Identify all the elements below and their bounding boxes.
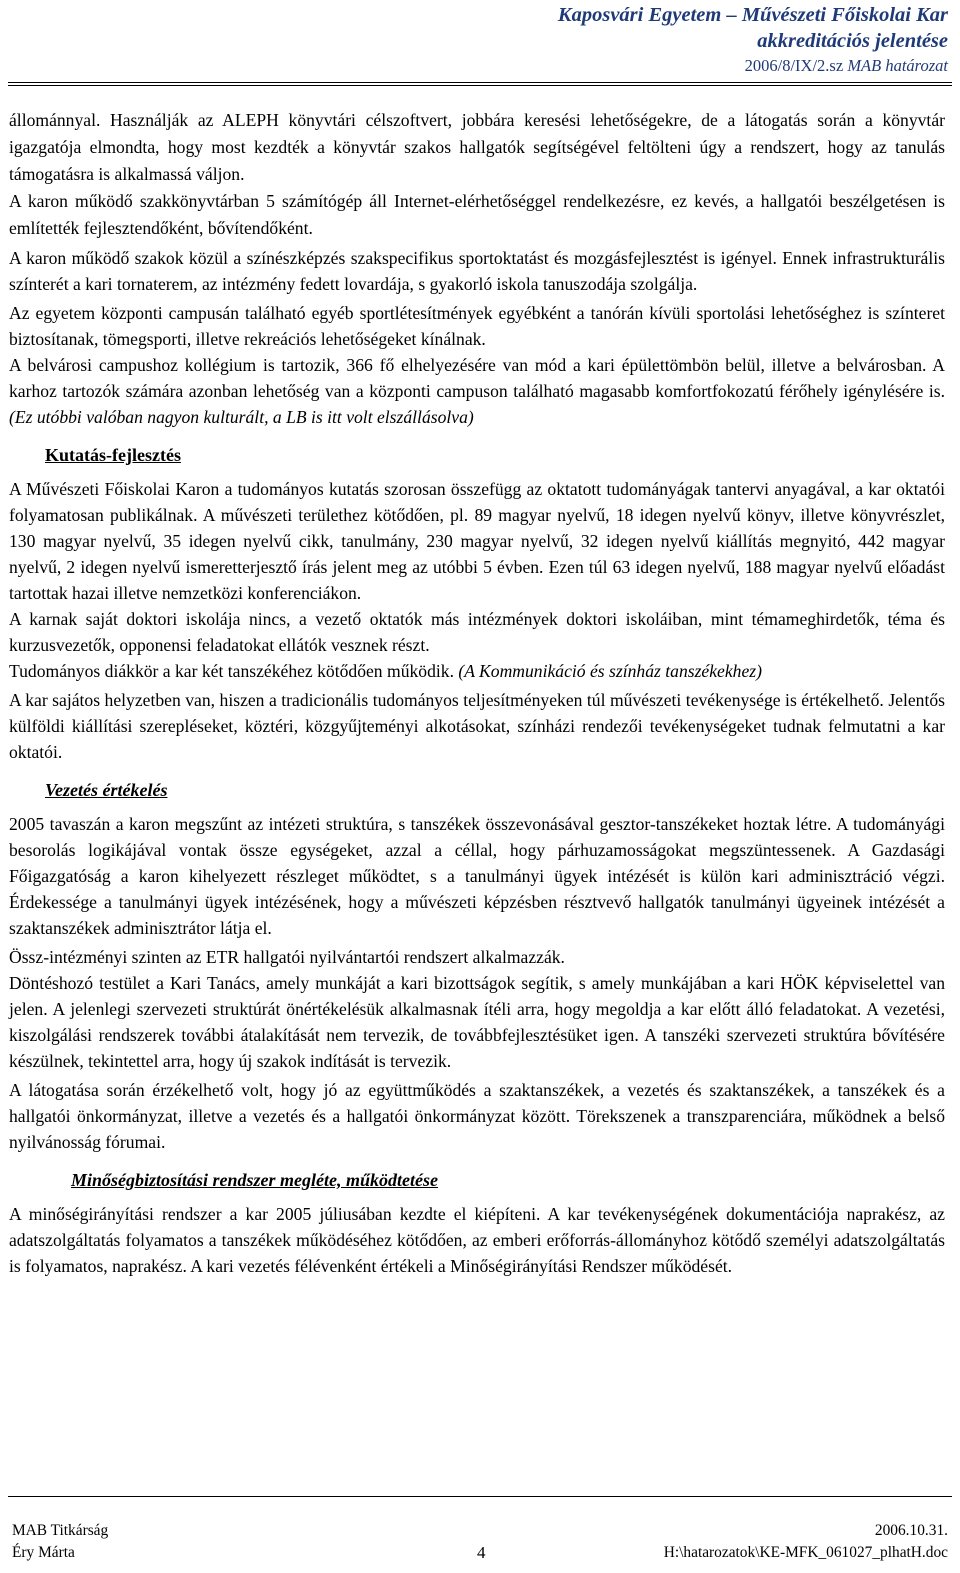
- header-ref-number: 2006/8/IX/2.sz: [744, 56, 844, 75]
- paragraph-artistic: A kar sajátos helyzetben van, hiszen a tradicionális tudományos teljesítményeken túl művészeti tevékenysége is értékelhető. Jelentős külföldi kiállítási szerepléseket, köztéri, közgyűjteményi alkotásokat, színházi rendezői tevékenységeket tudnak felmutatni a kar oktatói.: [9, 690, 945, 762]
- paragraph-structure: 2005 tavaszán a karon megszűnt az intézeti struktúra, s tanszékek összevonásával gesztor-tanszékeket hoztak létre. A tudományági besorolás logikájával vontak össze egységeket, azzal a céllal, hogy párhuzamosságokat megszüntessenek. A Gazdasági Főigazgatóság a karon kihelyezett részleget működtet, s a tanulmányi ügyek intézését is külön kari adminisztráció végzi. Érdekessége a tanulmányi ügyek intézésének, hogy a művészeti képzésben résztvevő hallgatók tanulmányi ügyeinek intézését a szaktanszékek adminisztrátor látja el.: [9, 814, 945, 938]
- paragraph-council: Döntéshozó testület a Kari Tanács, amely munkáját a kari bizottságok segítik, s amely munkájában a kari HÖK képviselettel van jelen. A jelenlegi szervezeti struktúrát önértékelésük alkalmasnak ítéli arra, hogy megoldja a kar előtt álló feladatokat. A vezetési, kiszolgálási rendszerek további átalakítását nem tervezik, de továbbfejlesztésüket igen. A tanszéki szervezeti struktúra bővítésére készülnek, tekintettel arra, hogy új szakok indítását is tervezik.: [9, 973, 945, 1071]
- heading-research: [45, 442, 945, 468]
- heading-management-text: Vezetés értékelés: [45, 780, 168, 800]
- paragraph-dormitory-note: (Ez utóbbi valóban nagyon kulturált, a LB is itt volt elszállásolva): [9, 407, 474, 427]
- paragraph-computers: [9, 188, 945, 242]
- paragraph-doctoral: A karnak saját doktori iskolája nincs, a vezető oktatók más intézmények doktori iskoláiban, mint témameghirdetők, téma és kurzusvezetők, opponensi feladatokat ellátók vesznek részt.: [9, 609, 945, 655]
- heading-research-text: Kutatás-fejlesztés: [45, 445, 181, 465]
- header-reference: [558, 54, 948, 78]
- paragraph-dormitory-text: A belvárosi campushoz kollégium is tartozik, 366 fő elhelyezésére van mód a kari épülettömbön belül, illetve a belvárosban. A karhoz tartozók számára azonban lehetőség van a központi campuson található magasabb komfortfokozatú férőhely igénylésére is.: [9, 355, 945, 401]
- heading-quality: [71, 1167, 945, 1193]
- page-header: [558, 2, 948, 78]
- document-body: [9, 107, 945, 1279]
- heading-management: [45, 777, 945, 803]
- footer-date: 2006.10.31.: [874, 1522, 948, 1539]
- footer-page-number: 4: [477, 1543, 486, 1562]
- paragraph-cooperation: A látogatása során érzékelhető volt, hogy jó az együttműködés a szaktanszékek, a vezetés és szaktanszékek, a tanszékek és a hallgatói önkormányzat, illetve a vezetés és a hallgatói önkormányzat között. Törekszenek a transzparenciára, működnek a belső nyilvánosság fórumai.: [9, 1080, 945, 1152]
- footer-author: Éry Márta: [12, 1544, 75, 1561]
- header-institution: Kaposvári Egyetem – Művészeti Főiskolai Kar: [557, 4, 948, 26]
- paragraph-research: A Művészeti Főiskolai Karon a tudományos kutatás szorosan összefügg az oktatott tudományágak tantervi anyagával, a kar oktatói folyamatosan publikálnak. A művészeti területhez kötődően, pl. 89 magyar nyelvű, 18 idegen nyelvű könyv, illetve könyvrészlet, 130 magyar nyelvű, 35 idegen nyelvű cikk, tanulmány, 230 magyar nyelvű, 32 idegen nyelvű kiállítás megnyitó, 442 magyar nyelvű, 2 idegen nyelvű ismeretterjesztő írás jelent meg az utóbbi 5 évben. Ezen túl 63 idegen nyelvű, 188 magyar nyelvű előadást tartottak hazai illetve nemzetközi konferenciákon.: [9, 479, 945, 603]
- paragraph-student-circle-note: (A Kommunikáció és színház tanszékekhez): [458, 661, 762, 681]
- footer-rule: [8, 1496, 952, 1497]
- paragraph-computers-text: A karon működő szakkönyvtárban 5 számítógép áll Internet-elérhetőséggel rendelkezésre, ez kevés, a hallgatói beszélgetésen is említették fejlesztendőként, bővítendőként.: [9, 191, 945, 238]
- paragraph-quality: A minőségirányítási rendszer a kar 2005 júliusában kezdte el kiépíteni. A kar tevékenységének dokumentációja naprakész, az adatszolgáltatás folyamatos a tanszékek működéséhez kötődően, az emberi erőforrás-állományhoz kötődő személyi adatszolgáltatás is folyamatos, naprakész. A kari vezetés félévenként értékeli a Minőségirányítási Rendszer működését.: [9, 1204, 945, 1276]
- footer-file-path: H:\hatarozatok\KE-MFK_061027_plhatH.doc: [663, 1544, 948, 1561]
- header-rule-second: [8, 85, 952, 86]
- paragraph-campus: Az egyetem központi campusán található egyéb sportlétesítmények egyébként a tanórán kívüli sportolási lehetőséghez is színteret biztosítanak, tömegsporti, illetve rekreációs lehetőségeket kínálnak.: [9, 303, 945, 349]
- paragraph-dormitory: [9, 352, 945, 430]
- paragraph-student-circle: [9, 658, 945, 684]
- heading-quality-text: Minőségbiztosítási rendszer megléte, működtetése: [71, 1170, 438, 1190]
- header-report-title: akkreditációs jelentése: [757, 30, 948, 52]
- header-rule: [8, 82, 952, 83]
- paragraph-sports: A karon működő szakok közül a színészképzés szakspecifikus sportoktatást és mozgásfejlesztést is igényel. Ennek infrastrukturális színterét a kari tornaterem, az intézmény fedett lovardája, s gyakorló iskola tanuszodája szolgálja.: [9, 248, 945, 294]
- paragraph-library-text: állománnyal. Használják az ALEPH könyvtári célszoftvert, jobbára keresési lehetőségekre, de a látogatás során a könyvtár igazgatója elmondta, hogy most kezdték a könyvtár szakos hallgatók segítségével feltölteni úgy a rendszert, hogy az tanulás támogatásra is alkalmassá váljon.: [9, 110, 945, 184]
- header-ref-text: MAB határozat: [847, 56, 948, 75]
- paragraph-etr: Össz-intézményi szinten az ETR hallgatói nyilvántartói rendszert alkalmazzák.: [9, 947, 565, 967]
- paragraph-student-circle-text: Tudományos diákkör a kar két tanszékéhez kötődően működik.: [9, 661, 454, 681]
- page-footer: [12, 1520, 948, 1564]
- footer-organization: MAB Titkárság: [12, 1522, 109, 1539]
- paragraph-library: [9, 107, 945, 188]
